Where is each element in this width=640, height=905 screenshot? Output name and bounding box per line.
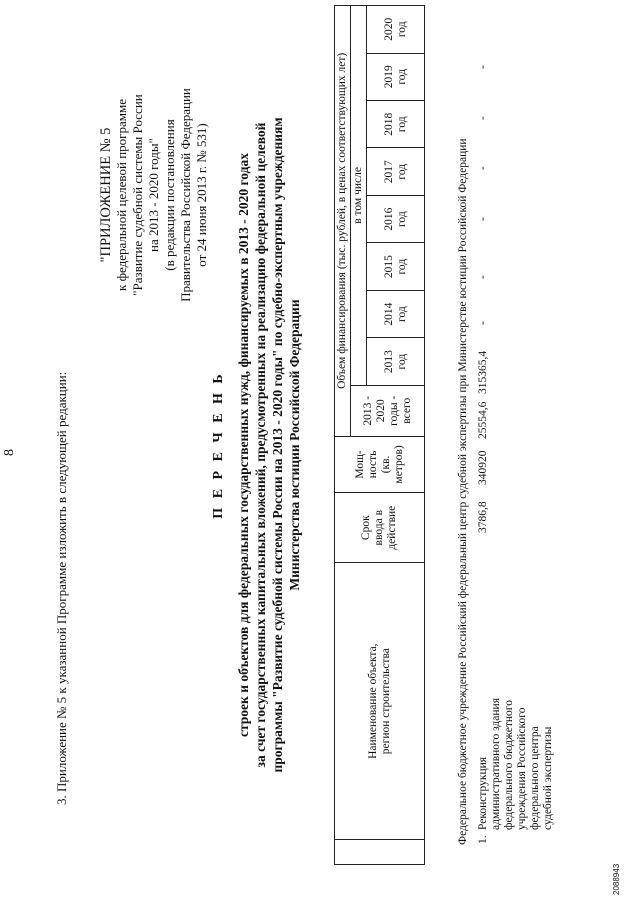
row-2019: -	[477, 116, 489, 120]
header-year-2014: 2014 год	[367, 290, 425, 337]
header-capacity: Мощ- ность (кв. метров)	[335, 436, 425, 493]
row-2015: -	[477, 321, 489, 325]
header-number-cell	[335, 840, 425, 865]
title-line: программы "Развитие судебной системы России на 2013 - 2020 годы" по судебно-экспертным учреждениям	[270, 117, 285, 773]
appendix-line: (в редакции постановления	[162, 119, 177, 271]
header-object-name: Наименование объекта, регион строительства	[335, 563, 425, 840]
row-2018: -	[477, 166, 489, 170]
agency-name: Федеральное бюджетное учреждение Российский федеральный центр судебной экспертизы при Министерстве юстиции Российской Федерации	[457, 138, 469, 845]
row-capacity: 3786,8	[477, 501, 489, 533]
row-2013: 25554,6	[477, 401, 489, 439]
appendix-line: к федеральной целевой программе	[114, 99, 129, 291]
header-year-2013: 2013 год	[367, 338, 425, 385]
page-number: 8	[2, 449, 17, 456]
row-2017: -	[477, 217, 489, 221]
intro-paragraph: 3. Приложение № 5 к указанной Программе изложить в следующей редакции:	[54, 371, 69, 805]
row-object-name: Реконструкция административного здания федерального бюджетного учреждения Российского федерального центра судебной экспертизы	[477, 698, 554, 830]
header-year-2018: 2018 год	[367, 101, 425, 148]
row-2016: -	[477, 275, 489, 279]
row-total: 340920	[477, 450, 489, 485]
header-year-2020: 2020 год	[367, 6, 425, 54]
document-number: 2088943	[612, 863, 621, 895]
row-2020: -	[477, 65, 489, 69]
header-year-2019: 2019 год	[367, 53, 425, 100]
appendix-line: от 24 июня 2013 г. № 531)	[194, 123, 209, 267]
row-2014: 315365,4	[477, 350, 489, 394]
title-heading: П Е Р Е Ч Е Н Ь	[211, 371, 226, 519]
appendix-line: Правительства Российской Федерации	[178, 88, 193, 302]
appendix-line: на 2013 - 2020 годы"	[146, 138, 161, 252]
document-title	[210, 105, 303, 785]
appendix-line: "Развитие судебной системы России	[130, 94, 145, 296]
title-line: строек и объектов для федеральных государственных нужд, финансируемых в 2013 - 2020 годах	[236, 153, 251, 737]
title-line: за счет государственных капитальных вложений, предусмотренных на реализацию федеральной целевой	[253, 122, 268, 768]
header-year-2015: 2015 год	[367, 243, 425, 290]
title-line: Министерства юстиции Российской Федерации	[287, 299, 302, 591]
row-number: 1.	[477, 835, 489, 844]
objects-table	[334, 5, 425, 865]
header-financing: Объем финансирования (тыс. рублей, в ценах соответствующих лет)	[335, 6, 351, 437]
header-including: в том числе	[351, 6, 367, 386]
header-year-2017: 2017 год	[367, 148, 425, 195]
header-total: 2013 - 2020 годы - всего	[351, 385, 425, 436]
header-commissioning-term: Срок ввода в действие	[335, 493, 425, 563]
appendix-line: "ПРИЛОЖЕНИЕ № 5	[98, 127, 114, 263]
appendix-header	[98, 45, 210, 345]
header-year-2016: 2016 год	[367, 195, 425, 242]
